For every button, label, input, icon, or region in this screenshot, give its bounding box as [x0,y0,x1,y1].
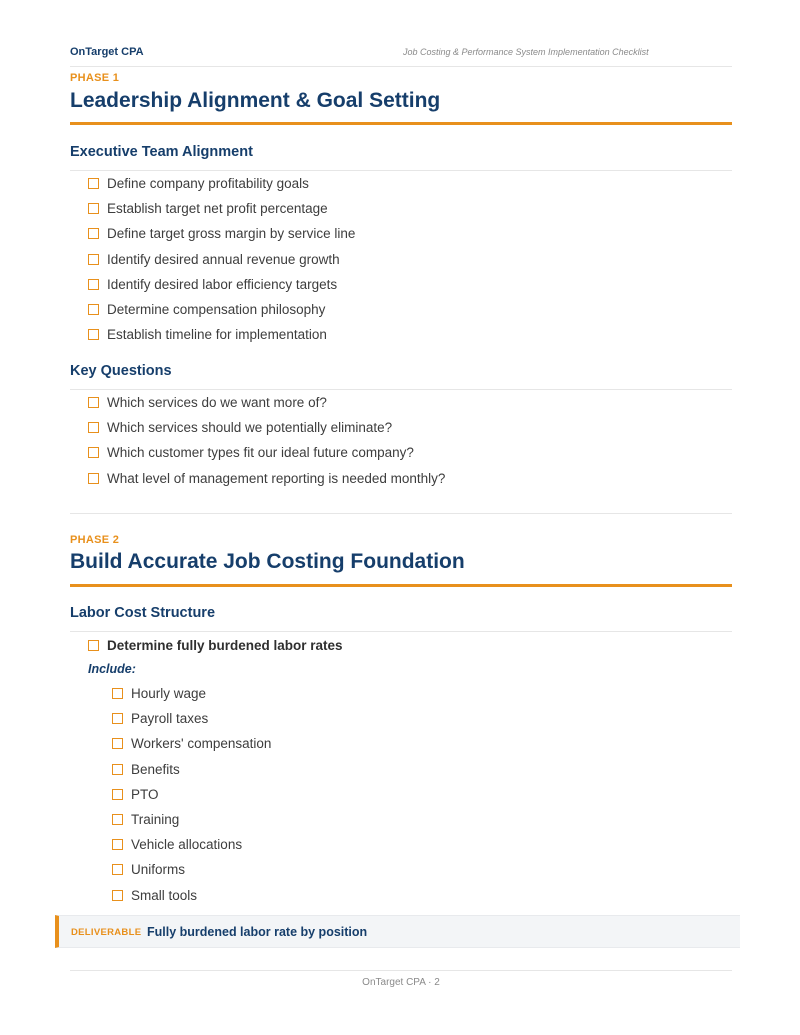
checklist-item[interactable] [88,247,355,272]
checklist-subitem[interactable] [112,807,271,832]
checklist-item-label: Benefits [131,761,180,777]
checklist-item-label: Determine fully burdened labor rates [107,638,343,654]
checklist-item-label: Which customer types fit our ideal future company? [107,445,414,461]
checklist-item[interactable] [88,272,355,297]
checkbox-icon[interactable] [112,738,123,749]
checklist-labor-cost-structure [88,633,343,658]
checklist-item-label: Identify desired annual revenue growth [107,251,340,267]
checkbox-icon[interactable] [88,203,99,214]
checklist-subitem[interactable] [112,757,271,782]
checklist-item[interactable] [88,322,355,347]
checkbox-icon[interactable] [88,422,99,433]
checklist-item-label: Define target gross margin by service line [107,226,356,242]
checklist-item[interactable] [88,440,445,465]
checklist-subitem[interactable] [112,782,271,807]
checklist-subitem[interactable] [112,681,271,706]
checklist-item-label: What level of management reporting is needed monthly? [107,470,446,486]
checklist-item-label: Establish target net profit percentage [107,201,328,217]
checkbox-icon[interactable] [88,228,99,239]
checkbox-icon[interactable] [88,473,99,484]
phase-1-title: Leadership Alignment & Goal Setting [70,89,441,112]
checklist-subitem[interactable] [112,857,271,882]
checklist-subitem[interactable] [112,731,271,756]
checklist-executive-team-alignment [88,171,355,347]
checkbox-icon[interactable] [112,864,123,875]
phase-divider [70,513,732,514]
section-title-executive-team-alignment: Executive Team Alignment [70,144,732,171]
checklist-item[interactable] [88,466,445,491]
checkbox-icon[interactable] [112,789,123,800]
brand-name: OnTarget CPA [70,46,144,58]
checklist-subitem[interactable] [112,883,271,908]
checklist-item-label: Training [131,812,180,828]
checklist-item[interactable] [88,221,355,246]
footer-rule [70,970,732,971]
checkbox-icon[interactable] [112,890,123,901]
phase-2-title: Build Accurate Job Costing Foundation [70,550,465,573]
phase-1-rule [70,122,732,125]
checkbox-icon[interactable] [88,640,99,651]
checkbox-icon[interactable] [88,178,99,189]
checklist-item-label: Establish timeline for implementation [107,327,327,343]
checklist-item-label: Workers' compensation [131,736,272,752]
checklist-item-label: Small tools [131,887,198,903]
checklist-item-label: Uniforms [131,862,186,878]
checkbox-icon[interactable] [88,447,99,458]
checklist-item-label: Define company profitability goals [107,176,309,192]
checklist-subitem[interactable] [112,832,271,857]
checkbox-icon[interactable] [88,329,99,340]
checklist-item-label: Payroll taxes [131,711,209,727]
document-title: Job Costing & Performance System Implementation Checklist [403,47,649,57]
checklist-item-label: Identify desired labor efficiency targets [107,276,338,292]
document-header [70,46,732,67]
deliverable-callout [55,915,740,948]
checklist-key-questions [88,390,445,491]
checklist-item[interactable] [88,415,445,440]
phase-2-rule [70,584,732,587]
section-title-key-questions: Key Questions [70,363,732,390]
checklist-subitem[interactable] [112,706,271,731]
checklist-item-label: Determine compensation philosophy [107,302,326,318]
checkbox-icon[interactable] [112,688,123,699]
page-footer: OnTarget CPA · 2 [362,977,440,988]
checklist-item[interactable] [88,196,355,221]
checkbox-icon[interactable] [112,764,123,775]
checkbox-icon[interactable] [88,279,99,290]
phase-2-label: PHASE 2 [70,534,120,546]
checklist-item-main[interactable] [88,633,343,658]
section-title-labor-cost-structure: Labor Cost Structure [70,605,732,632]
checkbox-icon[interactable] [88,304,99,315]
include-label: Include: [88,662,136,676]
checklist-item-label: Which services do we want more of? [107,395,327,411]
deliverable-text: Fully burdened labor rate by position [147,925,368,939]
checklist-item-label: Hourly wage [131,686,207,702]
checklist-item-label: PTO [131,786,159,802]
checkbox-icon[interactable] [112,713,123,724]
checklist-item-label: Vehicle allocations [131,837,243,853]
checklist-item[interactable] [88,390,445,415]
checklist-include-items [112,681,271,908]
checkbox-icon[interactable] [112,839,123,850]
checkbox-icon[interactable] [112,814,123,825]
checkbox-icon[interactable] [88,397,99,408]
deliverable-tag: DELIVERABLE [71,927,142,938]
checklist-item-label: Which services should we potentially eliminate? [107,420,393,436]
checklist-item[interactable] [88,297,355,322]
checkbox-icon[interactable] [88,254,99,265]
phase-1-label: PHASE 1 [70,72,120,84]
checklist-item[interactable] [88,171,355,196]
